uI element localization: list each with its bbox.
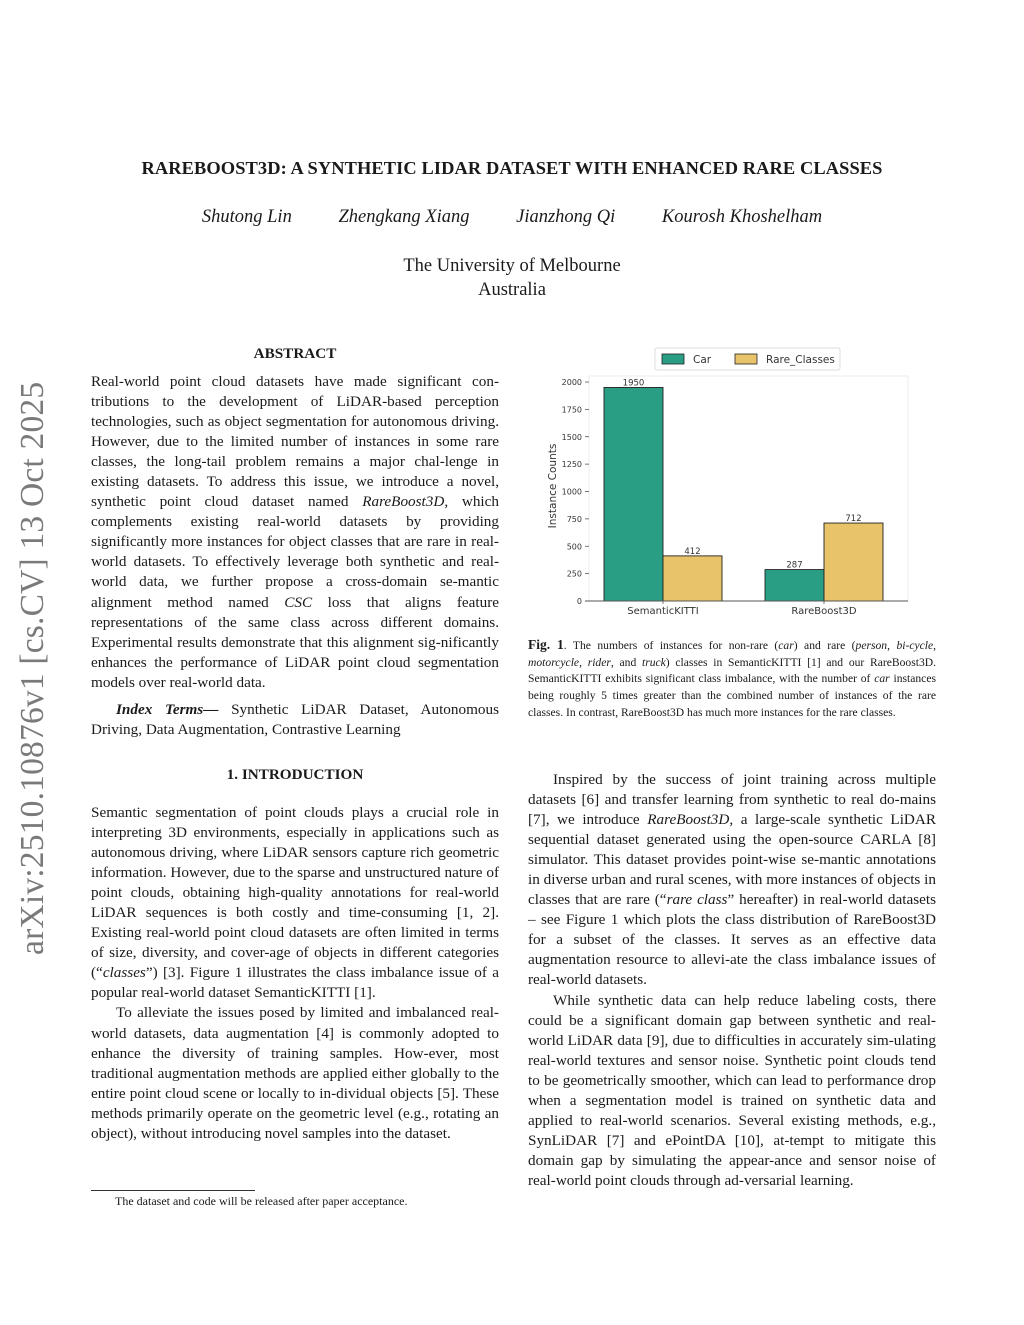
paragraph-text: ” hereafter) in real-world datasets – see Figure 1 which plots the class distribution of RareBoost3D for a subset of the classes. It serves as an effective data augmentation resource to allevi-ate the class imbalance issues of real-world datasets. [528,891,937,989]
affiliation-institution: The University of Melbourne [403,256,621,276]
caption-fragment: ) and rare ( [793,639,856,652]
y-tick-label: 0 [576,597,582,606]
abstract-text: , which complements existing real-world datasets by providing significantly more instances for object classes that are rare in real-world datasets. To effectively leverage both synthetic and real-world data, we further propose a cross-domain se-mantic alignment method named [91,493,499,611]
bar-rare-classes-rareboost3d [824,523,883,601]
caption-emphasis: bi-cycle [896,639,934,652]
caption-fragment: , [579,655,588,669]
caption-emphasis: motorcycle [528,655,580,669]
y-tick-label: 1250 [561,460,582,470]
legend-label-car: Car [693,354,712,366]
affiliation-country: Australia [478,280,546,300]
y-tick-label: 1750 [561,405,582,415]
introduction-body-right [528,770,936,1191]
y-tick-label: 500 [566,542,582,552]
caption-text [528,639,936,719]
figure-label: Fig. 1 [528,637,564,652]
bars [604,378,883,601]
author-name: Shutong Lin [201,207,292,227]
bar-car-rareboost3d [765,570,824,601]
bar-data-label: 287 [786,560,803,571]
caption-emphasis: car [874,672,890,686]
caption-emphasis: person [855,639,888,652]
footnote: The dataset and code will be released after paper acceptance. [115,1194,408,1208]
bar-data-label: 1950 [622,378,645,389]
caption-fragment: , [887,639,897,652]
paragraph-text: Inspired by the success of joint training across multiple datasets [6] and transfer learning from synthetic to real do-mains [7], we introduce [528,771,936,829]
paper-title: RAREBOOST3D: A SYNTHETIC LIDAR DATASET WITH ENHANCED RARE CLASSES [141,158,883,178]
x-tick-label: SemanticKITTI [627,606,699,617]
caption-fragment: . The numbers of instances for non-rare ( [563,639,779,652]
y-tick-label: 750 [566,514,582,524]
bar-data-label: 412 [684,546,701,557]
x-tick-label: RareBoost3D [791,606,857,617]
caption-emphasis: rider [587,655,611,669]
emphasis-text: classes [102,964,146,982]
y-axis [562,378,589,606]
introduction-heading: 1. INTRODUCTION [226,766,364,783]
method-name: CSC [284,593,313,611]
caption-fragment: instances being roughly 5 times greater than the combined number of instances of the rare classes. In contrast, RareBoost3D has much more instances for the rare classes. [528,672,936,719]
caption-fragment: ) classes in SemanticKITTI [1] and our RareBoost3D. SemanticKITTI exhibits significant class imbalance, with the number of [528,655,937,686]
bar-chart [540,345,920,620]
abstract-text: loss that aligns feature representations of the same class across different domains. Experimental results demonstrate that this alignment sig-nificantly enhances the performance of LiDAR point cloud segmentation models over real-world data. [91,593,499,691]
paragraph-text: ”) [3]. Figure 1 illustrates the class imbalance issue of a popular real-world dataset SemanticKITTI [1]. [91,964,499,1002]
caption-fragment: , [933,639,937,652]
index-terms-text: Synthetic LiDAR Dataset, Autonomous Driving, Data Augmentation, Contrastive Learning [91,701,499,739]
legend-label-rare-classes: Rare_Classes [766,354,835,366]
y-tick-label: 1000 [561,487,582,497]
index-terms-label: Index Terms— [116,701,219,718]
paragraph: While synthetic data can help reduce labeling costs, there could be a significant domain gap between synthetic and real-world LiDAR data [9], due to difficulties in accurately sim-ulating real-world textures and sensor noise. Synthetic point clouds tend to be geometrically smoother, which can lead to performance drop when a segmentation model is trained on synthetic data and applied to real-world scenarios. Several existing methods, e.g., SynLiDAR [7] and ePointDA [10], at-tempt to mitigate this domain gap by simulating the appear-ance and sensor noise of real-world point clouds through ad-versarial learning. [528,991,936,1189]
index-terms [91,700,499,740]
legend-swatch-car [662,354,684,364]
author-name: Jianzhong Qi [516,207,616,227]
dataset-name: RareBoost3D [362,493,445,511]
y-tick-label: 250 [566,569,582,579]
emphasis-text: rare class [666,891,728,909]
y-tick-label: 2000 [561,378,582,387]
figure-caption [528,637,936,722]
footnote-divider [91,1190,255,1191]
abstract-body [91,372,499,693]
author-list [0,207,1024,228]
y-axis-label: Instance Counts [547,443,559,529]
legend-swatch-rare-classes [735,354,757,364]
bar-data-label: 712 [845,514,862,525]
figure-1-chart [540,345,920,620]
introduction-body-left [91,803,499,1144]
paragraph-text: , a large-scale synthetic LiDAR sequential dataset generated using the open-source CARLA [8] simulator. This dataset provides point-wise se-mantic annotations in diverse urban and rural scenes, with more instances of objects in classes that are rare (“ [528,811,936,909]
caption-emphasis: truck [641,655,666,669]
caption-fragment: , and [610,655,642,669]
caption-emphasis: car [778,639,794,652]
chart-legend [655,348,840,370]
affiliation [0,254,1024,302]
bar-car-semantickitti [604,387,663,601]
x-axis [585,601,908,617]
paragraph: To alleviate the issues posed by limited and imbalanced real-world datasets, data augmentation [4] is commonly adopted to enhance the diversity of training samples. How-ever, most traditional augmentation methods are applied either globally to the entire point cloud scene or locally to in-dividual objects [5]. These methods primarily operate on the geometric level (e.g., rotating an object), without introducing novel samples into the dataset. [91,1004,499,1142]
paragraph-text: Semantic segmentation of point clouds plays a crucial role in interpreting 3D environments, especially in applications such as autonomous driving, where LiDAR sensors capture rich geometric information. However, due to the sparse and unstructured nature of point clouds, obtaining high-quality annotations for real-world LiDAR sequences is both costly and time-consuming [1, 2]. Existing real-world point cloud datasets are often limited in terms of size, diversity, and cover-age of objects in different categories (“ [91,804,499,982]
y-tick-label: 1500 [561,432,582,442]
abstract-heading: ABSTRACT [253,345,337,362]
abstract-text: Real-world point cloud datasets have made significant con-tributions to the development of LiDAR-based perception technologies, such as object segmentation for autonomous driving. However, due to the limited number of instances in some rare classes, the long-tail problem remains a major chal-lenge in existing datasets. To address this issue, we introduce a novel, synthetic point cloud dataset named [91,373,499,511]
bar-rare-classes-semantickitti [663,556,722,601]
author-name: Kourosh Khoshelham [661,207,823,227]
author-name: Zhengkang Xiang [338,207,470,227]
arxiv-identifier: arXiv:2510.10876v1 [cs.CV] 13 Oct 2025 [14,381,51,955]
dataset-name: RareBoost3D [647,811,730,829]
